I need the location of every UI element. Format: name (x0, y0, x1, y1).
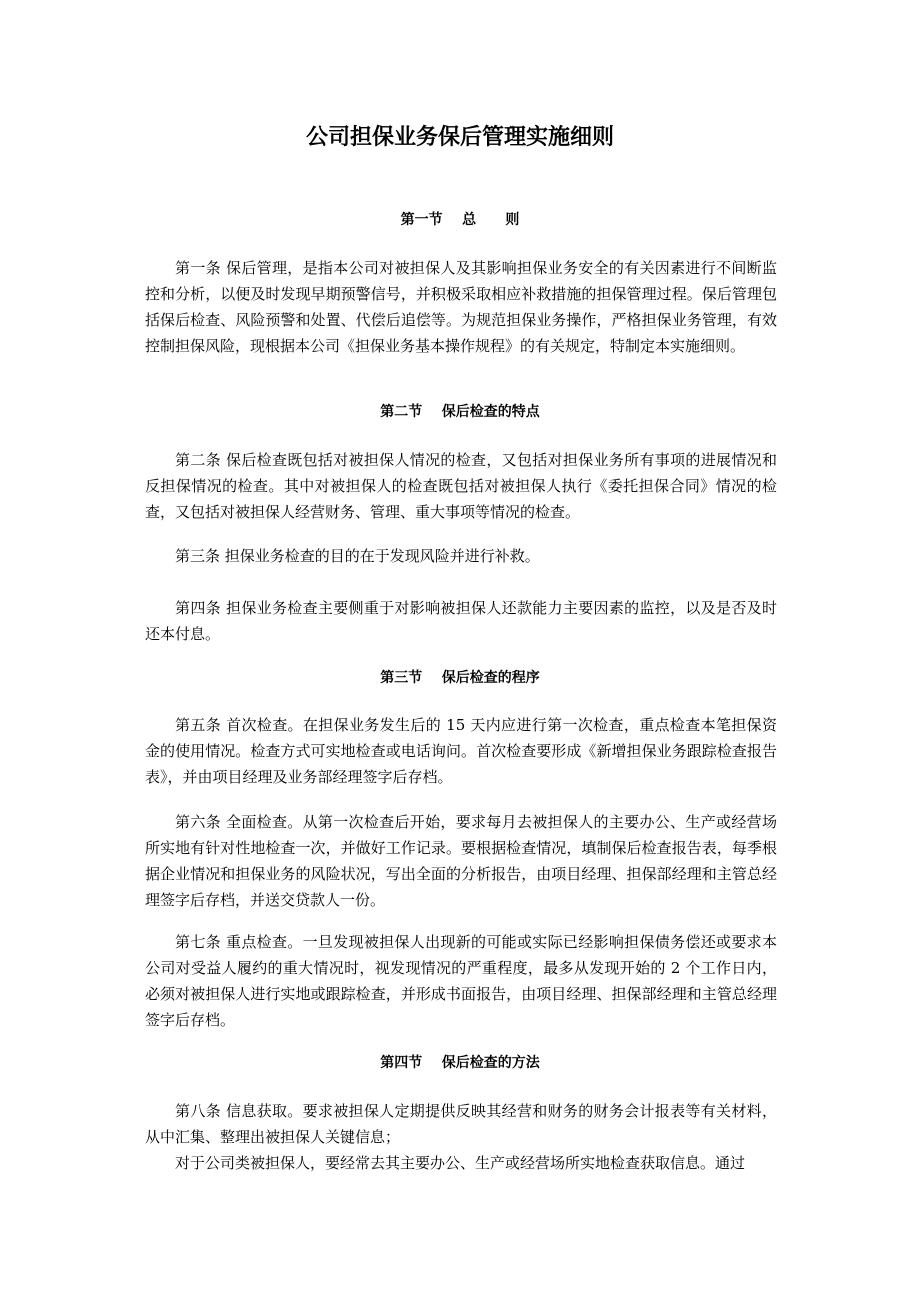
article-4: 第四条 担保业务检查主要侧重于对影响被担保人还款能力主要因素的监控，以及是否及时还本付息。 (145, 599, 777, 643)
article-8-continuation: 对于公司类被担保人，要经常去其主要办公、生产或经营场所实地检查获取信息。通过 (175, 1154, 746, 1172)
section-heading-2: 第二节 保后检查的特点 (380, 404, 540, 420)
section-heading-1: 第一节 总 则 (400, 212, 520, 228)
article-3: 第三条 担保业务检查的目的在于发现风险并进行补救。 (175, 547, 540, 565)
document-title: 公司担保业务保后管理实施细则 (305, 124, 614, 150)
article-1: 第一条 保后管理，是指本公司对被担保人及其影响担保业务安全的有关因素进行不间断监控和分析，以便及时发现早期预警信号，并积极采取相应补救措施的担保管理过程。保后管理包括保后检查、风险预警和处置、代偿后追偿等。为规范担保业务操作，严格担保业务管理，有效控制担保风险，现根据本公司《担保业务基本操作规程》的有关规定，特制定本实施细则。 (145, 259, 777, 355)
article-6: 第六条 全面检查。从第一次检查后开始，要求每月去被担保人的主要办公、生产或经营场所实地有针对性地检查一次，并做好工作记录。要根据检查情况，填制保后检查报告表，每季根据企业情况和担保业务的风险状况，写出全面的分析报告，由项目经理、担保部经理和主管总经理签字后存档，并送交贷款人一份。 (145, 813, 777, 909)
article-7: 第七条 重点检查。一旦发现被担保人出现新的可能或实际已经影响担保债务偿还或要求本公司对受益人履约的重大情况时，视发现情况的严重程度，最多从发现开始的 2 个工作日内，必须对被担保人进行实地或跟踪检查，并形成书面报告，由项目经理、担保部经理和主管总经理签字后存档。 (145, 933, 777, 1029)
article-5: 第五条 首次检查。在担保业务发生后的 15 天内应进行第一次检查，重点检查本笔担保资金的使用情况。检查方式可实地检查或电话询问。首次检查要形成《新增担保业务跟踪检查报告表》，并由项目经理及业务部经理签字后存档。 (145, 716, 777, 786)
article-2: 第二条 保后检查既包括对被担保人情况的检查，又包括对担保业务所有事项的进展情况和反担保情况的检查。其中对被担保人的检查既包括对被担保人执行《委托担保合同》情况的检查，又包括对被担保人经营财务、管理、重大事项等情况的检查。 (145, 451, 777, 521)
section-heading-3: 第三节 保后检查的程序 (380, 670, 540, 686)
article-8: 第八条 信息获取。要求被担保人定期提供反映其经营和财务的财务会计报表等有关材料，从中汇集、整理出被担保人关键信息； (145, 1102, 777, 1146)
section-heading-4: 第四节 保后检查的方法 (380, 1055, 540, 1071)
